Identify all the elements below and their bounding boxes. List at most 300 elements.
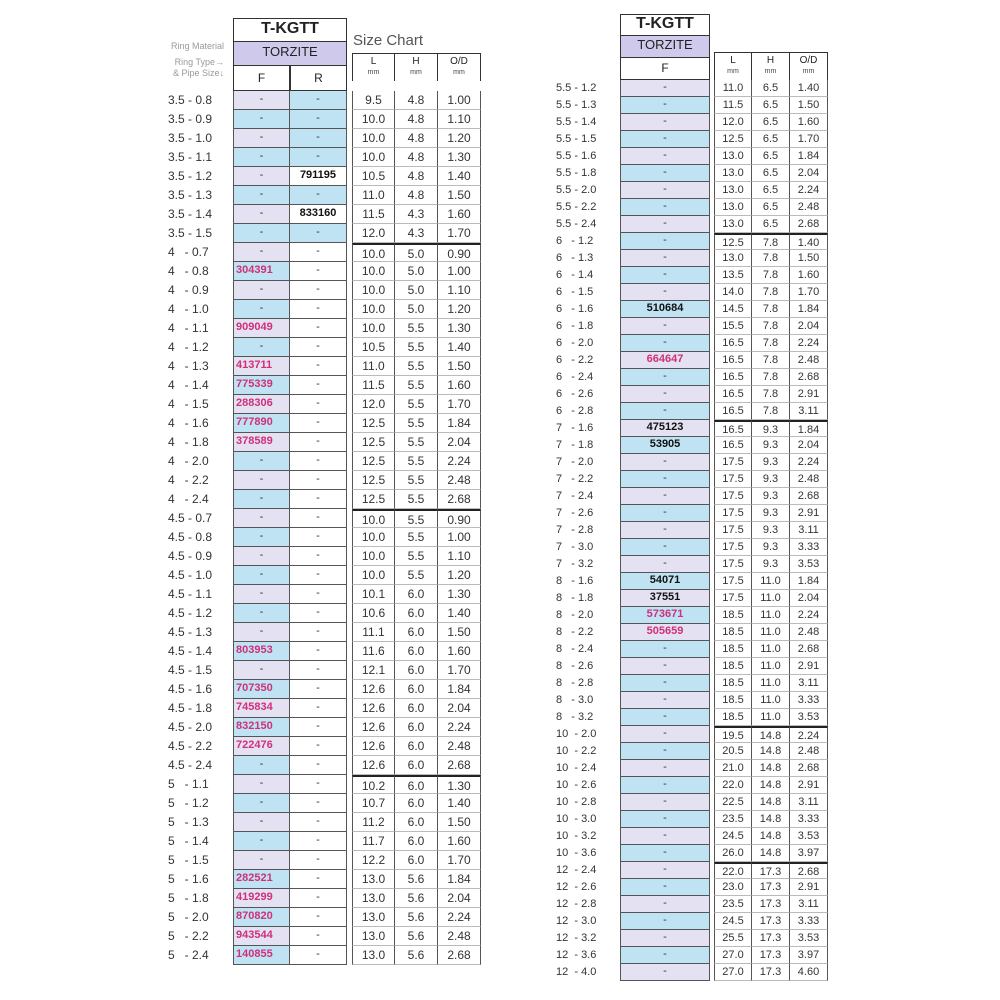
pipe-size-label: 8 - 1.6 (556, 575, 594, 587)
table-row (556, 896, 828, 913)
size-l-cell: 18.5 (714, 607, 752, 624)
f-part-cell: - (620, 97, 710, 114)
right-l-header (714, 52, 752, 80)
pipe-size-label: 4.5 - 2.4 (168, 758, 213, 772)
size-od-cell: 2.04 (438, 699, 481, 718)
r-part-cell: - (290, 262, 347, 281)
size-od-cell: 1.60 (438, 205, 481, 224)
f-part-cell: - (620, 488, 710, 505)
pipe-size-label: 3.5 - 1.3 (168, 188, 213, 202)
r-part-cell: 833160 (290, 205, 347, 224)
pipe-size-label: 12 - 3.6 (556, 949, 597, 961)
r-part-cell: - (290, 661, 347, 680)
f-part-cell: 54071 (620, 573, 710, 590)
f-part-cell: - (620, 930, 710, 947)
size-od-cell: 3.33 (790, 811, 828, 828)
f-part-cell: 943544 (233, 927, 290, 946)
table-row (168, 471, 481, 490)
size-h-cell: 17.3 (752, 913, 790, 930)
size-od-cell: 1.50 (438, 623, 481, 642)
size-h-cell: 6.0 (395, 623, 438, 642)
table-row (168, 243, 481, 262)
f-part-cell: - (233, 186, 290, 205)
f-part-cell: - (233, 110, 290, 129)
size-od-cell: 2.48 (790, 199, 828, 216)
size-h-cell: 17.3 (752, 879, 790, 896)
size-l-cell: 11.5 (714, 97, 752, 114)
table-row (556, 828, 828, 845)
size-l-cell: 11.7 (352, 832, 395, 851)
f-part-cell: - (233, 775, 290, 794)
size-od-cell: 1.50 (438, 186, 481, 205)
size-h-cell: 11.0 (752, 692, 790, 709)
r-part-cell: - (290, 414, 347, 433)
table-row (556, 488, 828, 505)
f-part-cell: 53905 (620, 437, 710, 454)
r-part-cell: - (290, 129, 347, 148)
pipe-size-label: 12 - 2.8 (556, 898, 597, 910)
table-row (168, 110, 481, 129)
f-part-cell: - (620, 386, 710, 403)
size-od-cell: 1.84 (790, 301, 828, 318)
size-od-cell: 2.24 (790, 454, 828, 471)
size-od-cell: 1.30 (438, 585, 481, 604)
size-h-cell: 5.0 (395, 262, 438, 281)
size-l-cell: 11.0 (352, 357, 395, 376)
right-l-header-name: L (730, 55, 736, 66)
size-l-cell: 13.0 (714, 182, 752, 199)
f-part-cell: - (620, 896, 710, 913)
size-l-cell: 11.0 (714, 80, 752, 97)
size-h-cell: 7.8 (752, 233, 790, 250)
f-part-cell: - (620, 947, 710, 964)
pipe-size-label: 6 - 2.6 (556, 388, 594, 400)
size-h-cell: 7.8 (752, 335, 790, 352)
f-part-cell: - (620, 148, 710, 165)
size-od-cell: 1.70 (790, 131, 828, 148)
size-l-cell: 22.0 (714, 862, 752, 879)
f-part-cell: - (233, 490, 290, 509)
size-h-cell: 6.0 (395, 775, 438, 794)
table-row (556, 369, 828, 386)
f-part-cell: 775339 (233, 376, 290, 395)
size-h-cell: 5.5 (395, 547, 438, 566)
table-row (168, 300, 481, 319)
right-col-f-header: F (620, 58, 710, 80)
table-row (556, 471, 828, 488)
size-od-cell: 3.11 (790, 522, 828, 539)
pipe-size-label: 4.5 - 1.4 (168, 644, 213, 658)
size-h-cell: 6.5 (752, 97, 790, 114)
size-l-cell: 17.5 (714, 573, 752, 590)
size-l-cell: 12.6 (352, 699, 395, 718)
r-part-cell: - (290, 357, 347, 376)
f-part-cell: 505659 (620, 624, 710, 641)
pipe-size-label: 6 - 1.5 (556, 286, 594, 298)
f-part-cell: - (233, 794, 290, 813)
r-part-cell: - (290, 224, 347, 243)
table-row (556, 386, 828, 403)
f-part-cell: - (233, 604, 290, 623)
table-row (168, 623, 481, 642)
size-l-cell: 10.5 (352, 167, 395, 186)
size-od-cell: 2.91 (790, 386, 828, 403)
pipe-size-label: 4 - 2.2 (168, 473, 209, 487)
f-part-cell: - (620, 658, 710, 675)
f-part-cell: 282521 (233, 870, 290, 889)
f-part-cell: - (233, 623, 290, 642)
size-l-cell: 13.0 (714, 148, 752, 165)
size-l-cell: 13.0 (714, 250, 752, 267)
size-h-cell: 4.8 (395, 186, 438, 205)
pipe-size-label: 4.5 - 0.9 (168, 549, 213, 563)
pipe-size-label: 8 - 3.2 (556, 711, 594, 723)
table-row (168, 148, 481, 167)
size-od-cell: 2.24 (790, 607, 828, 624)
size-od-cell: 3.97 (790, 845, 828, 862)
f-part-cell: 378589 (233, 433, 290, 452)
table-row (168, 756, 481, 775)
f-part-cell: - (233, 509, 290, 528)
r-part-cell: - (290, 547, 347, 566)
pipe-size-label: 5 - 1.3 (168, 815, 209, 829)
size-od-cell: 2.04 (790, 590, 828, 607)
pipe-size-label: 12 - 3.0 (556, 915, 597, 927)
pipe-size-label: 4 - 2.0 (168, 454, 209, 468)
right-h-header (752, 52, 790, 80)
pipe-size-label: 6 - 1.8 (556, 320, 594, 332)
size-h-cell: 5.5 (395, 319, 438, 338)
size-h-cell: 5.6 (395, 908, 438, 927)
size-h-cell: 6.0 (395, 680, 438, 699)
f-part-cell: 664647 (620, 352, 710, 369)
size-l-cell: 23.5 (714, 896, 752, 913)
size-h-cell: 5.0 (395, 300, 438, 319)
f-part-cell: - (620, 403, 710, 420)
table-row (556, 301, 828, 318)
size-od-cell: 2.04 (790, 437, 828, 454)
table-row (556, 675, 828, 692)
size-l-cell: 17.5 (714, 539, 752, 556)
size-h-cell: 17.3 (752, 947, 790, 964)
pipe-size-label: 12 - 2.4 (556, 864, 597, 876)
size-od-cell: 1.70 (438, 851, 481, 870)
table-row (556, 539, 828, 556)
table-row (556, 233, 828, 250)
size-l-cell: 16.5 (714, 403, 752, 420)
size-l-cell: 17.5 (714, 505, 752, 522)
r-part-cell: - (290, 794, 347, 813)
size-od-cell: 2.24 (790, 726, 828, 743)
size-od-cell: 2.68 (790, 760, 828, 777)
pipe-size-label: 7 - 1.8 (556, 439, 594, 451)
r-part-cell: - (290, 756, 347, 775)
size-l-cell: 12.5 (352, 471, 395, 490)
f-part-cell: - (233, 281, 290, 300)
size-l-cell: 16.5 (714, 437, 752, 454)
size-l-cell: 21.0 (714, 760, 752, 777)
table-row (168, 395, 481, 414)
right-h-header-name: H (766, 55, 775, 66)
table-row (556, 182, 828, 199)
size-od-cell: 2.48 (790, 471, 828, 488)
table-row (168, 737, 481, 756)
size-od-cell: 2.91 (790, 879, 828, 896)
r-part-cell: - (290, 889, 347, 908)
pipe-size-label: 6 - 2.8 (556, 405, 594, 417)
size-od-cell: 1.70 (438, 395, 481, 414)
f-part-cell: - (620, 250, 710, 267)
size-od-cell: 1.40 (438, 338, 481, 357)
right-od-header (790, 52, 828, 80)
size-l-cell: 17.5 (714, 454, 752, 471)
size-h-cell: 5.5 (395, 395, 438, 414)
pipe-size-label: 6 - 2.2 (556, 354, 594, 366)
f-part-cell: 140855 (233, 946, 290, 965)
r-part-cell: - (290, 775, 347, 794)
table-row (556, 862, 828, 879)
pipe-size-label: 8 - 2.0 (556, 609, 594, 621)
pipe-size-label: 4.5 - 1.1 (168, 587, 213, 601)
pipe-size-label: 4 - 1.3 (168, 359, 209, 373)
size-od-cell: 2.68 (790, 488, 828, 505)
size-od-cell: 3.11 (790, 896, 828, 913)
left-h-header-name: H (412, 56, 420, 67)
f-part-cell: - (620, 556, 710, 573)
left-od-header-unit: mm (453, 69, 465, 76)
size-od-cell: 2.24 (790, 182, 828, 199)
size-h-cell: 7.8 (752, 250, 790, 267)
r-part-cell: - (290, 946, 347, 965)
size-h-cell: 9.3 (752, 454, 790, 471)
pipe-size-label: 7 - 2.0 (556, 456, 594, 468)
f-part-cell: 413711 (233, 357, 290, 376)
f-part-cell: - (620, 692, 710, 709)
size-l-cell: 12.2 (352, 851, 395, 870)
pipe-size-label: 5 - 1.1 (168, 777, 209, 791)
table-row (556, 879, 828, 896)
pipe-size-label: 4.5 - 1.2 (168, 606, 213, 620)
pipe-size-label: 4 - 1.5 (168, 397, 209, 411)
pipe-size-label: 5 - 2.2 (168, 929, 209, 943)
size-h-cell: 5.0 (395, 281, 438, 300)
size-l-cell: 12.0 (352, 224, 395, 243)
pipe-size-label: 4 - 0.7 (168, 245, 209, 259)
r-part-cell: - (290, 832, 347, 851)
table-row (168, 604, 481, 623)
table-row (556, 607, 828, 624)
table-row (556, 97, 828, 114)
table-row (168, 490, 481, 509)
pipe-size-label: 4.5 - 0.8 (168, 530, 213, 544)
size-h-cell: 6.0 (395, 832, 438, 851)
size-od-cell: 0.90 (438, 243, 481, 262)
size-od-cell: 1.00 (438, 91, 481, 110)
pipe-size-label: 10 - 3.6 (556, 847, 597, 859)
left-material-label: TORZITE (233, 42, 347, 66)
table-row (168, 642, 481, 661)
size-od-cell: 2.04 (438, 433, 481, 452)
left-h-header (395, 53, 438, 81)
size-l-cell: 10.0 (352, 300, 395, 319)
size-l-cell: 25.5 (714, 930, 752, 947)
f-part-cell: - (620, 913, 710, 930)
size-l-cell: 24.5 (714, 828, 752, 845)
f-part-cell: 722476 (233, 737, 290, 756)
f-part-cell: - (233, 528, 290, 547)
ring-material-label: Ring Material (170, 41, 224, 51)
table-row (556, 777, 828, 794)
f-part-cell: - (620, 709, 710, 726)
pipe-size-label: 5.5 - 1.8 (556, 167, 597, 179)
f-part-cell: - (620, 641, 710, 658)
size-od-cell: 1.10 (438, 547, 481, 566)
size-l-cell: 13.0 (352, 946, 395, 965)
size-h-cell: 5.5 (395, 566, 438, 585)
size-od-cell: 1.20 (438, 129, 481, 148)
size-l-cell: 13.0 (352, 927, 395, 946)
size-h-cell: 4.3 (395, 205, 438, 224)
size-od-cell: 1.50 (790, 250, 828, 267)
pipe-size-label: 8 - 2.4 (556, 643, 594, 655)
size-h-cell: 4.3 (395, 224, 438, 243)
r-part-cell: - (290, 338, 347, 357)
f-part-cell: - (233, 832, 290, 851)
table-row (168, 91, 481, 110)
size-l-cell: 12.6 (352, 756, 395, 775)
size-od-cell: 1.84 (438, 680, 481, 699)
table-row (556, 437, 828, 454)
size-h-cell: 5.5 (395, 471, 438, 490)
size-h-cell: 17.3 (752, 964, 790, 981)
f-part-cell: 870820 (233, 908, 290, 927)
pipe-size-label: 3.5 - 1.5 (168, 226, 213, 240)
size-od-cell: 1.84 (790, 573, 828, 590)
size-l-cell: 13.0 (352, 889, 395, 908)
table-row (556, 590, 828, 607)
size-h-cell: 6.0 (395, 718, 438, 737)
table-row (168, 585, 481, 604)
size-h-cell: 14.8 (752, 828, 790, 845)
pipe-size-label: 4 - 1.4 (168, 378, 209, 392)
size-l-cell: 10.0 (352, 281, 395, 300)
size-h-cell: 11.0 (752, 573, 790, 590)
r-part-cell: - (290, 186, 347, 205)
size-h-cell: 5.6 (395, 889, 438, 908)
pipe-size-label: 7 - 2.6 (556, 507, 594, 519)
table-row (168, 946, 481, 965)
size-od-cell: 1.84 (790, 420, 828, 437)
pipe-size-label: 4 - 1.6 (168, 416, 209, 430)
pipe-size-label: 5 - 2.4 (168, 948, 209, 962)
table-row (168, 661, 481, 680)
size-l-cell: 17.5 (714, 471, 752, 488)
pipe-size-label: 4.5 - 1.6 (168, 682, 213, 696)
size-h-cell: 7.8 (752, 386, 790, 403)
size-od-cell: 1.70 (790, 284, 828, 301)
pipe-size-label: 8 - 2.2 (556, 626, 594, 638)
size-od-cell: 2.68 (790, 369, 828, 386)
size-l-cell: 16.5 (714, 420, 752, 437)
table-row (168, 870, 481, 889)
f-part-cell: - (620, 454, 710, 471)
size-h-cell: 4.8 (395, 167, 438, 186)
r-part-cell: - (290, 585, 347, 604)
size-l-cell: 10.0 (352, 528, 395, 547)
table-row (168, 262, 481, 281)
left-l-header-name: L (370, 56, 377, 67)
pipe-size-label: 3.5 - 1.2 (168, 169, 213, 183)
size-h-cell: 4.8 (395, 129, 438, 148)
size-h-cell: 14.8 (752, 743, 790, 760)
size-l-cell: 18.5 (714, 675, 752, 692)
pipe-size-label: 6 - 2.4 (556, 371, 594, 383)
right-od-header-name: O/D (799, 55, 818, 66)
left-table (168, 91, 481, 965)
table-row (556, 454, 828, 471)
size-l-cell: 10.7 (352, 794, 395, 813)
f-part-cell: 832150 (233, 718, 290, 737)
size-l-cell: 10.1 (352, 585, 395, 604)
size-h-cell: 6.5 (752, 199, 790, 216)
pipe-size-label: 7 - 2.8 (556, 524, 594, 536)
size-od-cell: 2.24 (438, 452, 481, 471)
table-row (168, 927, 481, 946)
table-row (556, 760, 828, 777)
size-od-cell: 1.30 (438, 148, 481, 167)
size-h-cell: 11.0 (752, 658, 790, 675)
pipe-size-label: 5.5 - 1.2 (556, 82, 597, 94)
size-l-cell: 12.0 (352, 395, 395, 414)
size-l-cell: 10.0 (352, 129, 395, 148)
pipe-size-label: 4 - 1.1 (168, 321, 209, 335)
f-part-cell: - (233, 547, 290, 566)
r-part-cell: - (290, 91, 347, 110)
size-od-cell: 1.60 (438, 832, 481, 851)
table-row (556, 811, 828, 828)
table-row (556, 556, 828, 573)
table-row (168, 889, 481, 908)
size-l-cell: 17.5 (714, 488, 752, 505)
pipe-size-label: & Pipe Size↓ (172, 68, 224, 78)
size-od-cell: 4.60 (790, 964, 828, 981)
size-h-cell: 9.3 (752, 420, 790, 437)
size-l-cell: 10.0 (352, 319, 395, 338)
pipe-size-label: 7 - 3.2 (556, 558, 594, 570)
size-od-cell: 1.20 (438, 566, 481, 585)
r-part-cell: - (290, 813, 347, 832)
size-l-cell: 12.6 (352, 718, 395, 737)
pipe-size-label: 10 - 2.0 (556, 728, 597, 740)
left-col-r-header: R (290, 66, 347, 91)
size-h-cell: 7.8 (752, 284, 790, 301)
size-h-cell: 5.6 (395, 870, 438, 889)
r-part-cell: - (290, 604, 347, 623)
table-row (556, 250, 828, 267)
size-od-cell: 2.68 (438, 490, 481, 509)
f-part-cell: - (620, 369, 710, 386)
size-od-cell: 1.40 (438, 167, 481, 186)
table-row (556, 726, 828, 743)
f-part-cell: - (233, 91, 290, 110)
size-l-cell: 17.5 (714, 590, 752, 607)
table-row (168, 186, 481, 205)
left-product-title: T-KGTT (233, 18, 347, 42)
f-part-cell: 745834 (233, 699, 290, 718)
size-l-cell: 17.5 (714, 522, 752, 539)
size-od-cell: 1.00 (438, 528, 481, 547)
pipe-size-label: 7 - 1.6 (556, 422, 594, 434)
